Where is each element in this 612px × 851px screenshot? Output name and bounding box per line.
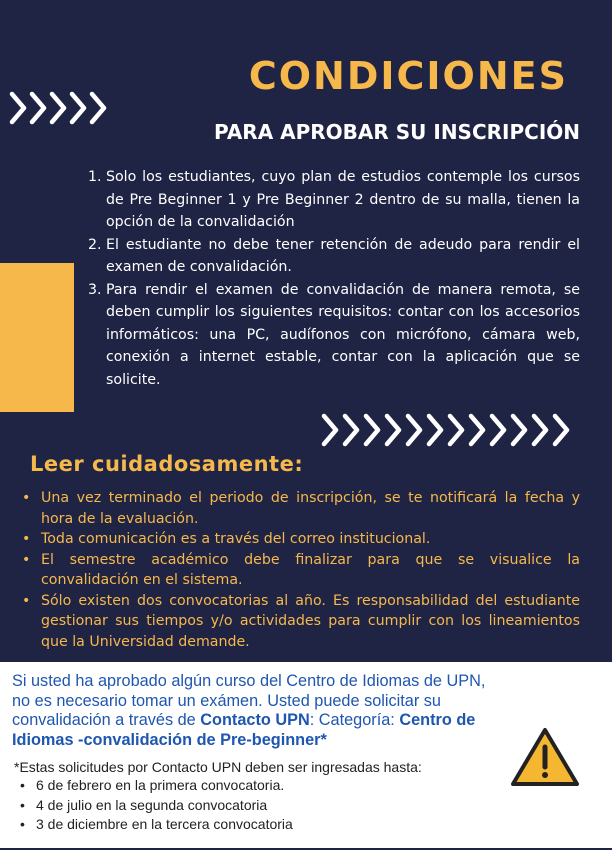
chevron-right-icon [6, 86, 118, 130]
decorative-orange-block [0, 263, 74, 412]
list-item: • 4 de julio en la segunda convocatoria [18, 796, 293, 816]
bottom-divider [0, 848, 612, 850]
notes-heading: Leer cuidadosamente: [30, 452, 304, 476]
notes-list [20, 488, 580, 652]
category-label: Centro de Idiomas -convalidación de Pre-beginner* [12, 711, 476, 749]
list-item: • El semestre académico debe finalizar para que se visualice la convalidación en el sistema. [22, 551, 580, 588]
note-text: Sólo existen dos convocatorias al año. Es responsabilidad del estudiante gestionar sus tiempos y/o actividades para cumplir con los lineamientos que la Universidad demande. [41, 592, 580, 650]
page-title: CONDICIONES [248, 54, 568, 98]
conditions-list [88, 166, 580, 391]
deadlines-lead: *Estas solicitudes por Contacto UPN deben ser ingresadas hasta: [14, 759, 422, 775]
list-item: • Sólo existen dos convocatorias al año. Es responsabilidad del estudiante gestionar sus tiempos y/o actividades para cumplir con los lineamientos que la Universidad demande. [22, 592, 580, 650]
chevron-right-icon [316, 408, 588, 452]
list-item: • 6 de febrero en la primera convocatoria. [18, 776, 293, 796]
list-item: • 3 de diciembre en la tercera convocatoria [18, 815, 293, 835]
item-number: 2. [88, 236, 102, 253]
item-text: Para rendir el examen de convalidación de manera remota, se deben cumplir los siguientes requisitos: contar con los accesorios informáticos: una PC, audífonos con micrófono, cámara web, conexión a internet estable, contar con la aplicación que se solicite. [106, 281, 580, 388]
list-item [88, 166, 580, 234]
contact-upn-label: Contacto UPN [200, 711, 310, 729]
deadlines-list [18, 776, 293, 835]
note-text: Una vez terminado el periodo de inscripción, se te notificará la fecha y hora de la evaluación. [41, 490, 580, 527]
item-text: El estudiante no debe tener retención de adeudo para rendir el examen de convalidación. [106, 236, 580, 275]
list-item: • Una vez terminado el periodo de inscripción, se te notificará la fecha y hora de la evaluación. [22, 490, 580, 527]
list-item [88, 279, 580, 392]
page-subtitle: PARA APROBAR SU INSCRIPCIÓN [214, 120, 580, 144]
note-text: Toda comunicación es a través del correo institucional. [41, 531, 431, 547]
item-number: 1. [88, 169, 102, 185]
note-text: El semestre académico debe finalizar para que se visualice la convalidación en el sistema. [41, 551, 580, 588]
item-number: 3. [88, 281, 102, 298]
warning-icon [509, 725, 581, 793]
item-text: Solo los estudiantes, cuyo plan de estudios contemple los cursos de Pre Beginner 1 y Pre Beginner 2 dentro de su malla, tienen la opción de la convalidación [106, 169, 580, 230]
list-item [88, 234, 580, 279]
convalidation-info: Si usted ha aprobado algún curso del Centro de Idiomas de UPN, no es necesario tomar un exámen. Usted puede solicitar su convalidación a través de Contacto UPN: Categoría: Centro de Idiomas -convalidación de Pre-beginner* [12, 672, 486, 749]
list-item: • Toda comunicación es a través del correo institucional. [22, 531, 431, 547]
